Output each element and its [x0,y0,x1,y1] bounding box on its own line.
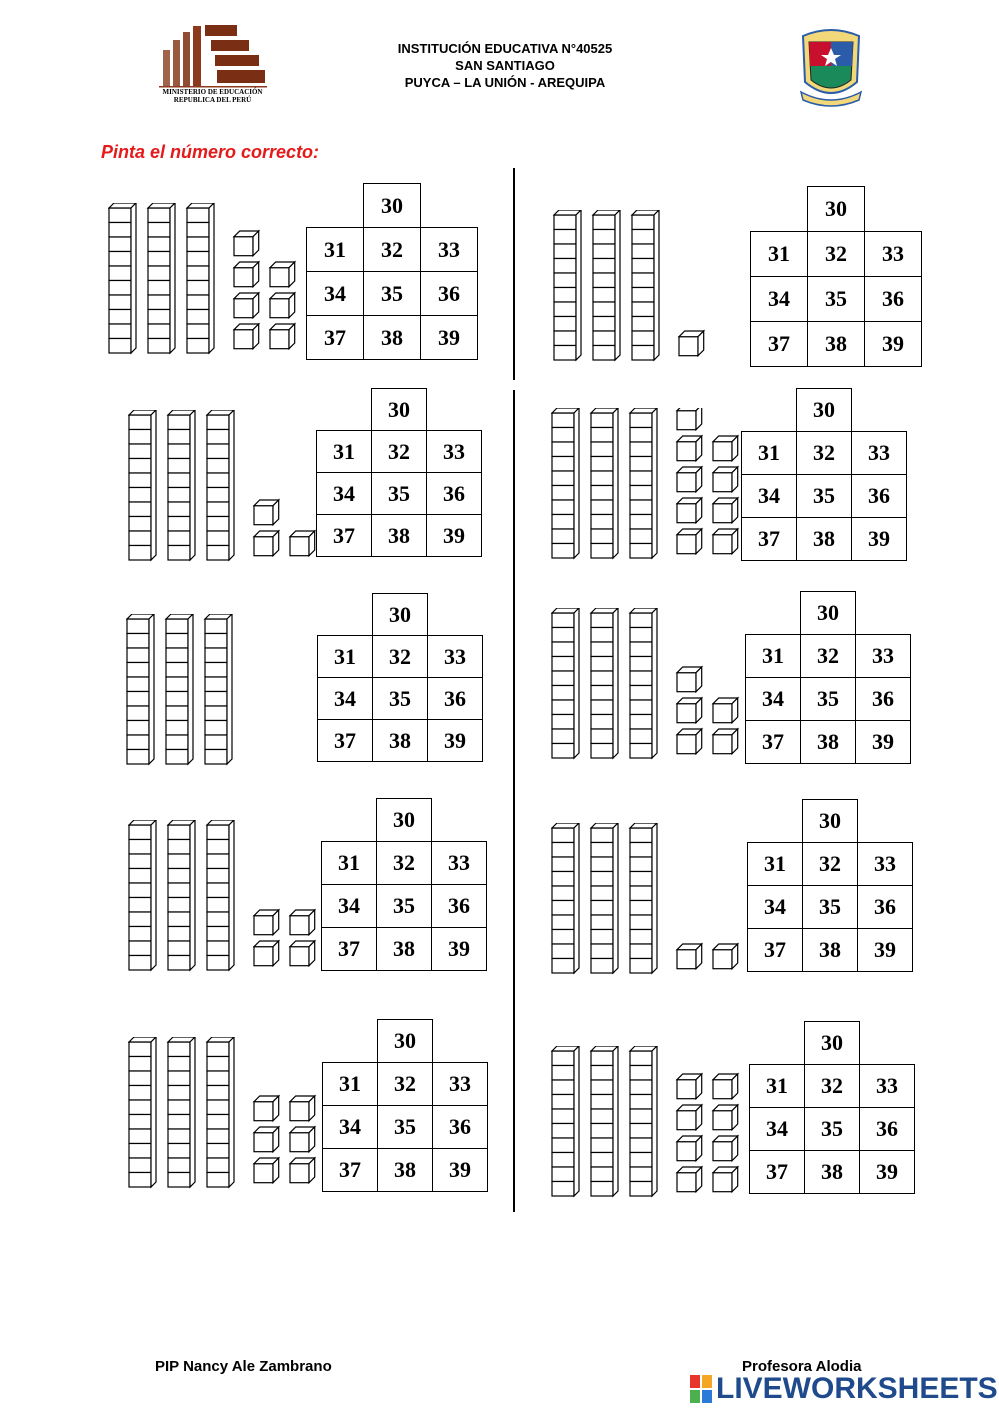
unit-cube [713,729,738,754]
number-cell-37[interactable]: 37 [316,514,372,557]
school-name: INSTITUCIÓN EDUCATIVA N°40525 [397,41,613,56]
number-cell-39[interactable]: 39 [420,315,478,360]
number-cell-30[interactable]: 30 [807,186,865,232]
unit-cube [677,408,702,430]
number-cell-36[interactable]: 36 [855,677,911,721]
number-cell-35[interactable]: 35 [376,884,432,928]
number-cell-30[interactable]: 30 [376,798,432,842]
number-cell-33[interactable]: 33 [859,1064,915,1108]
ten-rod [593,210,620,360]
number-cell-36[interactable]: 36 [431,884,487,928]
unit-cube [677,1074,702,1099]
unit-cube [677,467,702,492]
unit-cube [270,293,295,318]
number-cell-30[interactable]: 30 [804,1021,860,1065]
number-cell-31[interactable]: 31 [317,635,373,678]
number-cell-39[interactable]: 39 [859,1150,915,1194]
unit-cube [254,910,279,935]
footer-author: PIP Nancy Ale Zambrano [155,1358,332,1375]
ten-rod [552,1046,579,1196]
unit-cube [254,1096,279,1121]
number-cell-37[interactable]: 37 [317,719,373,762]
unit-cube [234,262,259,287]
unit-cube [713,1136,738,1161]
ten-rod [591,1046,618,1196]
unit-cube [677,729,702,754]
ten-rod [632,210,659,360]
number-cell-30[interactable]: 30 [363,183,421,228]
number-cell-38[interactable]: 38 [804,1150,860,1194]
ten-rod [591,408,618,558]
number-cell-32[interactable]: 32 [807,231,865,277]
number-cell-39[interactable]: 39 [432,1148,488,1192]
column-divider-bottom [513,390,515,1212]
number-cell-31[interactable]: 31 [747,842,803,886]
unit-cube [254,500,279,525]
number-cell-31[interactable]: 31 [322,1062,378,1106]
number-cell-38[interactable]: 38 [377,1148,433,1192]
unit-cube [713,529,738,554]
number-cell-32[interactable]: 32 [802,842,858,886]
base-ten-blocks [551,408,741,573]
ten-rod [109,203,136,353]
school-location: PUYCA – LA UNIÓN - AREQUIPA [404,75,606,90]
unit-cube [677,667,702,692]
number-cell-30[interactable]: 30 [800,591,856,635]
unit-cube [290,1096,315,1121]
ministry-logo [155,22,270,112]
ten-rod [591,823,618,973]
number-cell-38[interactable]: 38 [363,315,421,360]
unit-cube [713,498,738,523]
number-cell-39[interactable]: 39 [857,928,913,972]
number-cell-31[interactable]: 31 [741,431,797,475]
number-cell-39[interactable]: 39 [427,719,483,762]
number-cell-31[interactable]: 31 [321,841,377,885]
ten-rod [129,820,156,970]
number-cell-35[interactable]: 35 [796,474,852,518]
number-cell-33[interactable]: 33 [427,635,483,678]
number-cell-32[interactable]: 32 [376,841,432,885]
number-cell-33[interactable]: 33 [857,842,913,886]
number-cell-33[interactable]: 33 [855,634,911,678]
ten-rod [552,823,579,973]
number-cell-39[interactable]: 39 [855,720,911,764]
number-cell-39[interactable]: 39 [864,321,922,367]
number-cell-32[interactable]: 32 [804,1064,860,1108]
ministry-logo-line-2: REPUBLICA DEL PERÚ [173,96,252,104]
unit-cube [234,231,259,256]
number-cell-30[interactable]: 30 [372,593,428,636]
number-cell-34[interactable]: 34 [749,1107,805,1151]
unit-cube [290,941,315,966]
unit-cube [713,1105,738,1130]
liveworksheets-watermark [690,1372,998,1406]
ten-rod [552,608,579,758]
unit-cube [677,436,702,461]
instruction-text: Pinta el número correcto: [101,142,320,162]
unit-cube [234,293,259,318]
number-cell-31[interactable]: 31 [749,1064,805,1108]
number-cell-39[interactable]: 39 [431,927,487,971]
unit-cube [713,467,738,492]
number-cell-33[interactable]: 33 [864,231,922,277]
number-cell-38[interactable]: 38 [376,927,432,971]
number-cell-37[interactable]: 37 [745,720,801,764]
unit-cube [677,529,702,554]
number-cell-32[interactable]: 32 [796,431,852,475]
number-cell-35[interactable]: 35 [804,1107,860,1151]
number-cell-31[interactable]: 31 [750,231,808,277]
number-cell-33[interactable]: 33 [426,430,482,473]
unit-cube [679,331,704,356]
number-cell-36[interactable]: 36 [859,1107,915,1151]
crest-shield-graphic [795,22,867,112]
number-cell-30[interactable]: 30 [371,388,427,431]
unit-cube [713,698,738,723]
ten-rod [129,410,156,560]
ten-rod [187,203,214,353]
number-cell-37[interactable]: 37 [749,1150,805,1194]
unit-cube [713,1074,738,1099]
ten-rod [552,408,579,558]
unit-cube [677,1136,702,1161]
unit-cube [290,910,315,935]
unit-cube [254,941,279,966]
number-cell-38[interactable]: 38 [802,928,858,972]
number-cell-38[interactable]: 38 [796,517,852,561]
unit-cube [234,324,259,349]
number-cell-31[interactable]: 31 [306,227,364,272]
unit-cube [270,262,295,287]
unit-cube [290,1158,315,1183]
ten-rod [168,820,195,970]
number-cell-34[interactable]: 34 [321,884,377,928]
base-ten-blocks [108,203,298,368]
number-cell-37[interactable]: 37 [306,315,364,360]
ten-rod [630,823,657,973]
number-cell-31[interactable]: 31 [316,430,372,473]
number-cell-33[interactable]: 33 [420,227,478,272]
ten-rod [591,608,618,758]
number-cell-36[interactable]: 36 [857,885,913,929]
number-cell-35[interactable]: 35 [807,276,865,322]
number-cell-36[interactable]: 36 [864,276,922,322]
unit-cube [713,1167,738,1192]
base-ten-blocks [128,820,318,985]
ten-rod [148,203,175,353]
school-subtitle: SAN SANTIAGO [455,58,555,73]
number-cell-30[interactable]: 30 [802,799,858,843]
number-cell-35[interactable]: 35 [363,271,421,316]
number-cell-35[interactable]: 35 [800,677,856,721]
number-cell-33[interactable]: 33 [851,431,907,475]
unit-cube [270,324,295,349]
number-cell-36[interactable]: 36 [432,1105,488,1149]
base-ten-blocks [553,210,743,375]
ten-rod [168,410,195,560]
number-cell-32[interactable]: 32 [363,227,421,272]
number-cell-35[interactable]: 35 [802,885,858,929]
number-cell-34[interactable]: 34 [750,276,808,322]
number-cell-33[interactable]: 33 [431,841,487,885]
footer-teacher: Profesora Alodia [742,1358,862,1375]
number-cell-33[interactable]: 33 [432,1062,488,1106]
unit-cube [254,1158,279,1183]
liveworksheets-logo-icon [690,1375,712,1403]
number-cell-34[interactable]: 34 [322,1105,378,1149]
number-cell-38[interactable]: 38 [371,514,427,557]
unit-cube [677,1167,702,1192]
ten-rod [554,210,581,360]
number-cell-36[interactable]: 36 [851,474,907,518]
number-cell-34[interactable]: 34 [317,677,373,720]
ten-rod [630,608,657,758]
number-cell-30[interactable]: 30 [796,388,852,432]
number-cell-30[interactable]: 30 [377,1019,433,1063]
number-cell-34[interactable]: 34 [741,474,797,518]
unit-cube [677,1105,702,1130]
ten-rod [168,1037,195,1187]
ten-rod [127,614,154,764]
unit-cube [713,944,738,969]
number-cell-38[interactable]: 38 [807,321,865,367]
unit-cube [254,531,279,556]
number-cell-35[interactable]: 35 [372,677,428,720]
school-crest [795,22,867,112]
number-cell-36[interactable]: 36 [427,677,483,720]
liveworksheets-text: LIVEWORKSHEETS [716,1372,998,1405]
base-ten-blocks [128,410,318,575]
ten-rod [129,1037,156,1187]
number-cell-32[interactable]: 32 [371,430,427,473]
number-cell-34[interactable]: 34 [316,472,372,515]
base-ten-blocks [551,823,741,988]
number-cell-37[interactable]: 37 [741,517,797,561]
number-cell-36[interactable]: 36 [420,271,478,316]
ten-rod [207,410,234,560]
number-cell-36[interactable]: 36 [426,472,482,515]
unit-cube [677,698,702,723]
number-cell-38[interactable]: 38 [800,720,856,764]
number-cell-34[interactable]: 34 [745,677,801,721]
column-divider-top [513,168,515,380]
number-cell-37[interactable]: 37 [321,927,377,971]
base-ten-blocks [551,608,741,773]
unit-cube [713,436,738,461]
ten-rod [166,614,193,764]
ten-rod [630,1046,657,1196]
number-cell-34[interactable]: 34 [306,271,364,316]
base-ten-blocks [128,1037,318,1202]
number-cell-32[interactable]: 32 [800,634,856,678]
number-cell-37[interactable]: 37 [747,928,803,972]
number-cell-39[interactable]: 39 [426,514,482,557]
number-cell-31[interactable]: 31 [745,634,801,678]
base-ten-blocks [126,614,316,779]
ministry-logo-line-1: MINISTERIO DE EDUCACIÓN [162,88,263,96]
ten-rod [207,820,234,970]
ten-rod [205,614,232,764]
number-cell-37[interactable]: 37 [322,1148,378,1192]
number-cell-34[interactable]: 34 [747,885,803,929]
unit-cube [290,1127,315,1152]
unit-cube [677,498,702,523]
number-cell-32[interactable]: 32 [377,1062,433,1106]
number-cell-39[interactable]: 39 [851,517,907,561]
ten-rod [630,408,657,558]
base-ten-blocks [551,1046,741,1211]
unit-cube [290,531,315,556]
unit-cube [677,944,702,969]
number-cell-32[interactable]: 32 [372,635,428,678]
school-header [330,40,680,91]
unit-cube [254,1127,279,1152]
number-cell-35[interactable]: 35 [377,1105,433,1149]
number-cell-38[interactable]: 38 [372,719,428,762]
number-cell-35[interactable]: 35 [371,472,427,515]
ten-rod [207,1037,234,1187]
number-cell-37[interactable]: 37 [750,321,808,367]
